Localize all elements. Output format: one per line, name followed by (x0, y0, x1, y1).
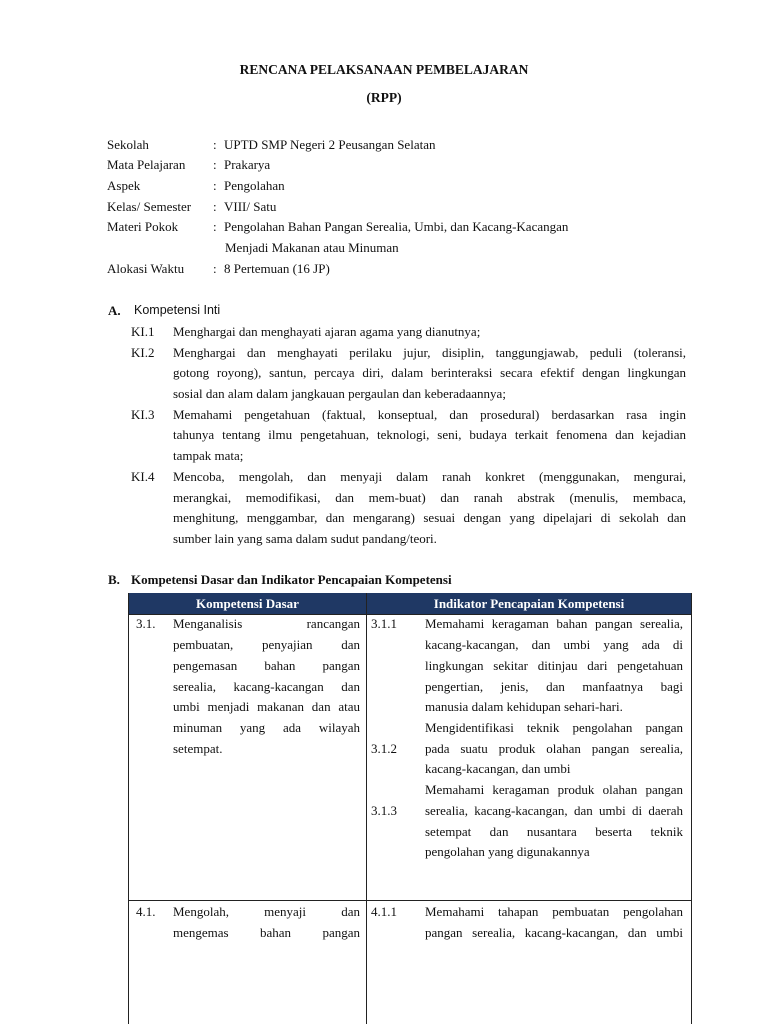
ki-code: KI.1 (131, 324, 155, 339)
indicator-text-line: lingkungan sekitar ditinjau dari pengetahuan (425, 658, 683, 673)
indicator-text-line: Mengidentifikasi teknik pengolahan pangan (425, 720, 683, 735)
info-colon: : (213, 137, 217, 152)
indicator-text-line: Memahami keragaman bahan pangan serealia, (425, 616, 683, 631)
indicator-code: 4.1.1 (371, 904, 397, 919)
indicator-text-line: pengolahan yang digunakannya (425, 844, 590, 859)
indicator-text-line: serealia, kacang-kacangan, dan umbi di daerah (425, 803, 683, 818)
ki-text-line: merangkai, memodifikasi, dan mem-buat) dan ranah abstrak (menulis, membaca, (173, 490, 686, 505)
section-a-title: Kompetensi Inti (134, 303, 221, 317)
section-b-letter: B. (108, 572, 120, 587)
document-subtitle: (RPP) (366, 90, 402, 105)
indicator-code: 3.1.1 (371, 616, 397, 631)
info-colon: : (213, 157, 217, 172)
ki-code: KI.4 (131, 469, 155, 484)
ki-text-line: menghitung, menggambar, dan mengarang) sesuai dengan yang dipelajari di sekolah dan (173, 510, 686, 525)
row-divider (129, 614, 691, 615)
indicator-text-line: setempat dan nusantara beserta teknik (425, 824, 683, 839)
column-divider (366, 593, 367, 1024)
info-label: Mata Pelajaran (107, 157, 186, 172)
indicator-text-line: kacang-kacangan, dan umbi yang ada di (425, 637, 683, 652)
info-value: VIII/ Satu (224, 199, 277, 214)
ki-text-line: Menghargai dan menghayati perilaku jujur, disiplin, tanggungjawab, peduli (toleransi, (173, 345, 686, 360)
info-colon: : (213, 261, 217, 276)
info-label: Kelas/ Semester (107, 199, 192, 214)
kd-text-line: setempat. (173, 741, 223, 756)
ki-text-line: sosial dan alam dalam jangkauan pergaulan dan keberadaannya; (173, 386, 506, 401)
info-value: Prakarya (224, 157, 271, 172)
indicator-code: 3.1.2 (371, 741, 397, 756)
indicator-text-line: pengertian, jenis, dan manfaatnya bagi (425, 679, 683, 694)
indicator-text-line: pangan serealia, kacang-kacangan, dan umbi (425, 925, 683, 940)
kd-text-line: Menganalisis rancangan (173, 616, 360, 631)
info-label: Materi Pokok (107, 219, 179, 234)
ki-text-line: Mencoba, mengolah, dan menyaji dalam ranah konkret (menggunakan, mengurai, (173, 469, 686, 484)
info-colon: : (213, 199, 217, 214)
indicator-text-line: Memahami tahapan pembuatan pengolahan (425, 904, 683, 919)
info-value: Pengolahan (224, 178, 285, 193)
info-value: UPTD SMP Negeri 2 Peusangan Selatan (224, 137, 436, 152)
kd-text-line: pembuatan, penyajian dan (173, 637, 360, 652)
ki-text-line: sumber lain yang sama dalam sudut pandang/teori. (173, 531, 437, 546)
competency-table (128, 593, 692, 1024)
kd-code: 4.1. (136, 904, 156, 919)
ki-code: KI.2 (131, 345, 155, 360)
ki-text-line: tampak mata; (173, 448, 244, 463)
indicator-text-line: manusia dalam kehidupan sehari-hari. (425, 699, 623, 714)
info-value: Menjadi Makanan atau Minuman (225, 240, 399, 255)
kd-text-line: pengemasan bahan pangan (173, 658, 360, 673)
header-kompetensi-dasar: Kompetensi Dasar (196, 596, 299, 611)
kd-text-line: Mengolah, menyaji dan (173, 904, 360, 919)
info-label: Sekolah (107, 137, 149, 152)
indicator-text-line: pada suatu produk olahan pangan serealia, (425, 741, 683, 756)
section-b-title: Kompetensi Dasar dan Indikator Pencapaian Kompetensi (131, 572, 452, 587)
indicator-text-line: kacang-kacangan, dan umbi (425, 761, 571, 776)
kd-text-line: minuman yang ada wilayah (173, 720, 360, 735)
document-title: RENCANA PELAKSANAAN PEMBELAJARAN (239, 62, 529, 77)
ki-text-line: tahunya tentang ilmu pengetahuan, teknologi, seni, budaya terkait fenomena dan kejadian (173, 427, 686, 442)
indicator-code: 3.1.3 (371, 803, 397, 818)
ki-code: KI.3 (131, 407, 155, 422)
header-indikator: Indikator Pencapaian Kompetensi (433, 596, 625, 611)
ki-text-line: Memahami pengetahuan (faktual, konseptual, dan prosedural) berdasarkan rasa ingin (173, 407, 686, 422)
info-value: 8 Pertemuan (16 JP) (224, 261, 330, 276)
ki-text-line: gotong royong), santun, percaya diri, dalam berinteraksi secara efektif dengan lingkungan (173, 365, 686, 380)
kd-code: 3.1. (136, 616, 156, 631)
kd-text-line: umbi menjadi makanan dan atau (173, 699, 360, 714)
info-colon: : (213, 219, 217, 234)
row-divider (129, 900, 691, 901)
ki-text-line: Menghargai dan menghayati ajaran agama yang dianutnya; (173, 324, 481, 339)
info-value: Pengolahan Bahan Pangan Serealia, Umbi, dan Kacang-Kacangan (224, 219, 569, 234)
table-header (129, 593, 691, 614)
info-label: Aspek (107, 178, 141, 193)
kd-text-line: serealia, kacang-kacangan dan (173, 679, 360, 694)
info-label: Alokasi Waktu (107, 261, 185, 276)
indicator-text-line: Memahami keragaman produk olahan pangan (425, 782, 683, 797)
section-a-letter: A. (108, 303, 121, 318)
kd-text-line: mengemas bahan pangan (173, 925, 360, 940)
info-colon: : (213, 178, 217, 193)
